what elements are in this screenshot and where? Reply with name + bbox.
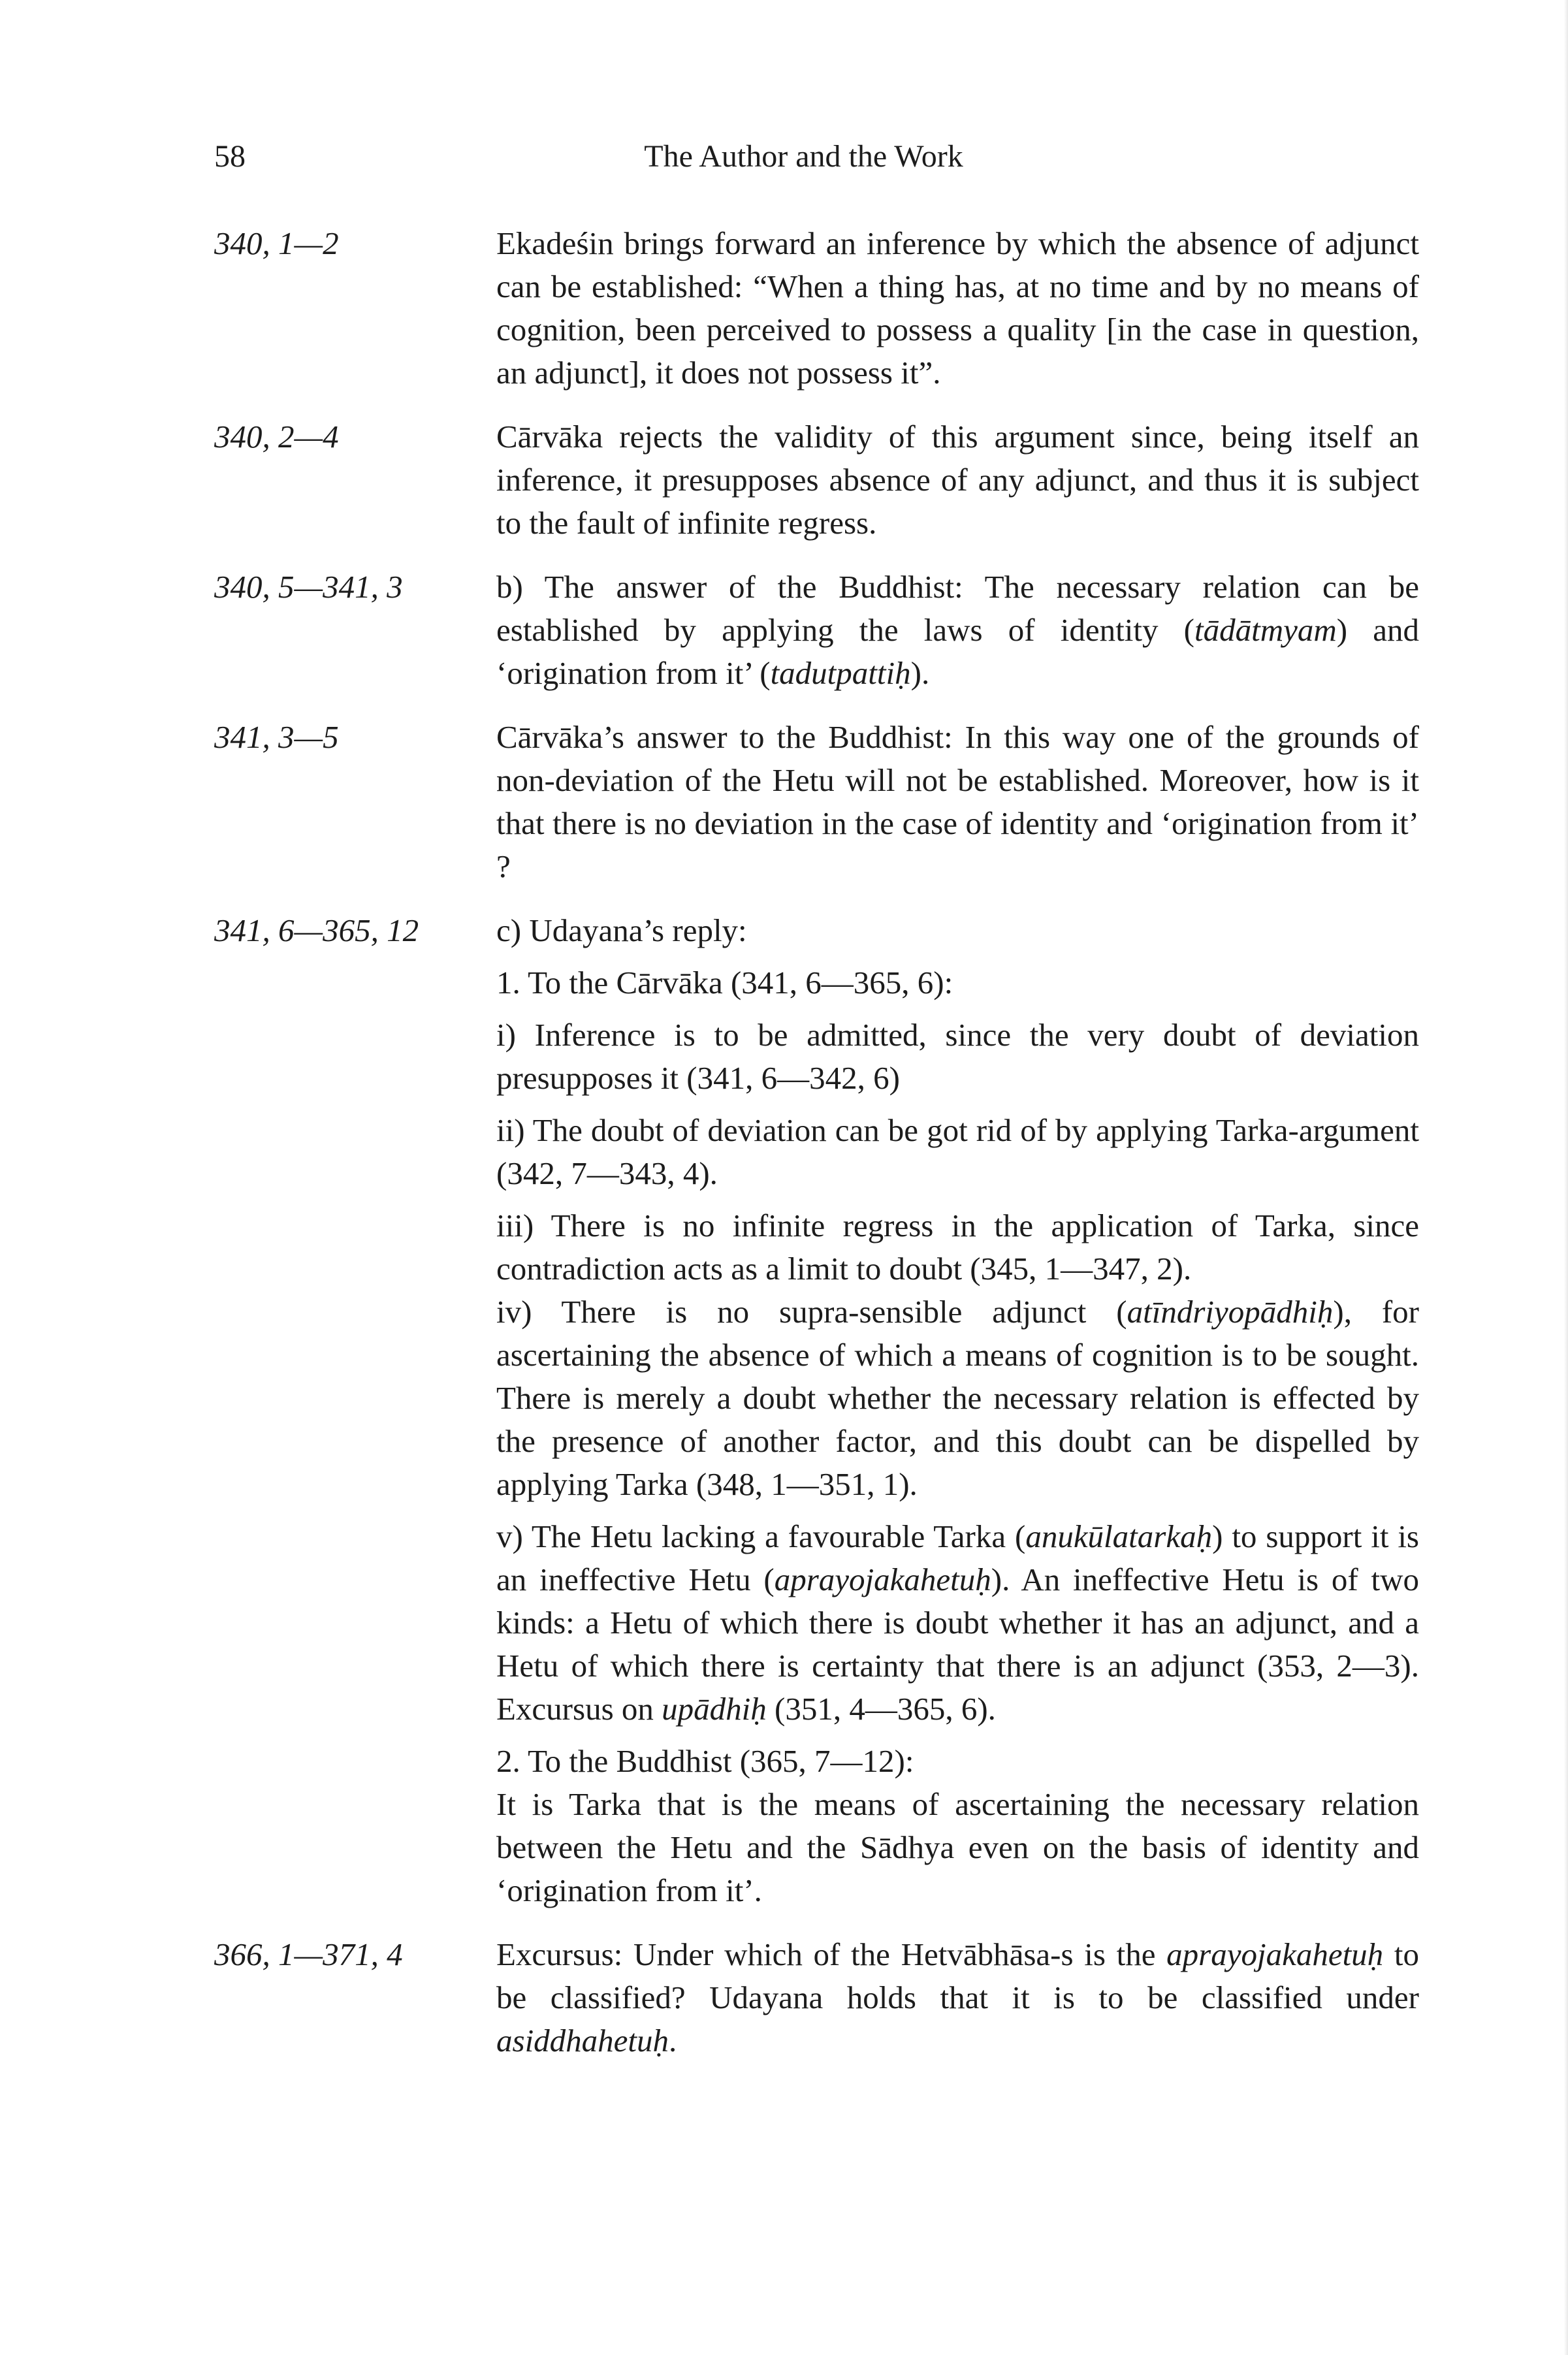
reference: 340, 5—341, 3 [214,569,403,605]
entry-text [496,1933,1419,2062]
text-run: (351, 4—365, 6). [766,1691,996,1727]
reference: 341, 6—365, 12 [214,912,419,948]
entry-text [496,566,1419,695]
sanskrit-term: tādātmyam [1194,612,1337,648]
summary-body [214,222,1419,2083]
text-run: v) The Hetu lacking a favourable Tarka ( [496,1518,1026,1554]
entry [214,1933,1419,2062]
text-run: iv) There is no supra-sensible adjunct ( [496,1294,1127,1330]
running-head: The Author and the Work [644,139,963,174]
sanskrit-term: anukūlatarkaḥ [1025,1518,1213,1554]
sanskrit-term: aprayojakahetuḥ [774,1562,991,1597]
text-run: to be classified? Udayana holds that it is to be classified under [496,1936,1419,2015]
entry [214,415,1419,545]
sanskrit-term: atīndriyopādhiḥ [1127,1294,1334,1330]
reference: 340, 1—2 [214,225,339,261]
subsection-heading: 1. To the Cārvāka (341, 6—365, 6): [496,965,953,1001]
text-run: Excursus: Under which of the Hetvābhāsa-s is the [496,1936,1167,1972]
paragraph: Cārvāka rejects the validity of this argument since, being itself an inference, it presupposes absence of any adjunct, and thus it is subject to the fault of infinite regress. [496,419,1419,541]
text-run: ) to support it is an ineffective Hetu ( [496,1518,1420,1597]
sanskrit-term: aprayojakahetuḥ [1166,1936,1384,1972]
sanskrit-term: tadutpattiḥ [770,655,911,691]
entry [214,909,1419,1912]
page-number: 58 [214,139,246,174]
paragraph: Cārvāka’s answer to the Buddhist: In this way one of the grounds of non-deviation of the Hetu will not be established. Moreover, how is it that there is no deviation in the case of identity and ‘origination from it’ ? [496,719,1419,884]
entry [214,566,1419,695]
entry-text [496,716,1419,888]
paragraph: Ekadeśin brings forward an inference by which the absence of adjunct can be established: “When a thing has, at no time and by no means of cognition, been perceived to possess a quality [in the case in question, an adjunct], it does not possess it”. [496,225,1419,391]
page-edge [1564,0,1568,2355]
paragraph: It is Tarka that is the means of ascertaining the necessary relation between the Hetu and the Sādhya even on the basis of identity and ‘origination from it’. [496,1786,1419,1908]
list-item: iii) There is no infinite regress in the application of Tarka, since contradiction acts as a limit to doubt (345, 1—347, 2). [496,1208,1419,1287]
text-run: ), for ascertaining the absence of which a means of cognition is to be sought. There is merely a doubt whether the necessary relation is effected by the presence of another factor, and this doubt can be dispelled by applying Tarka (348, 1—351, 1). [496,1294,1419,1502]
list-item: ii) The doubt of deviation can be got rid of by applying Tarka-argument (342, 7—343, 4). [496,1112,1419,1191]
list-item [496,1290,1419,1506]
reference: 366, 1—371, 4 [214,1936,403,1972]
text-run: . [669,2023,677,2059]
entry-text [496,222,1419,394]
text-run: b) The answer of the Buddhist: The necessary relation can be established by applying the laws of identity ( [496,569,1419,648]
text-run: ). [910,655,930,691]
paragraph [496,566,1419,695]
list-item: i) Inference is to be admitted, since the very doubt of deviation presupposes it (341, 6—342, 6) [496,1017,1419,1096]
list-item [496,1515,1419,1731]
subsection-heading: 2. To the Buddhist (365, 7—12): [496,1743,914,1779]
paragraph [496,1933,1419,2062]
entry [214,222,1419,394]
entry-text [496,415,1419,545]
reference: 340, 2—4 [214,419,339,455]
entry-text [496,909,1419,1912]
sanskrit-term: asiddhahetuḥ [496,2023,669,2059]
text-run: ). An ineffective Hetu is of two kinds: a Hetu of which there is doubt whether it has an adjunct, and a Hetu of which there is certainty that there is an adjunct (353, 2—3). Excursus on [496,1562,1419,1727]
section-heading: c) Udayana’s reply: [496,912,747,948]
entry [214,716,1419,888]
sanskrit-term: upādhiḥ [662,1691,767,1727]
text-run: ) and ‘origination from it’ ( [496,612,1419,691]
reference: 341, 3—5 [214,719,339,755]
